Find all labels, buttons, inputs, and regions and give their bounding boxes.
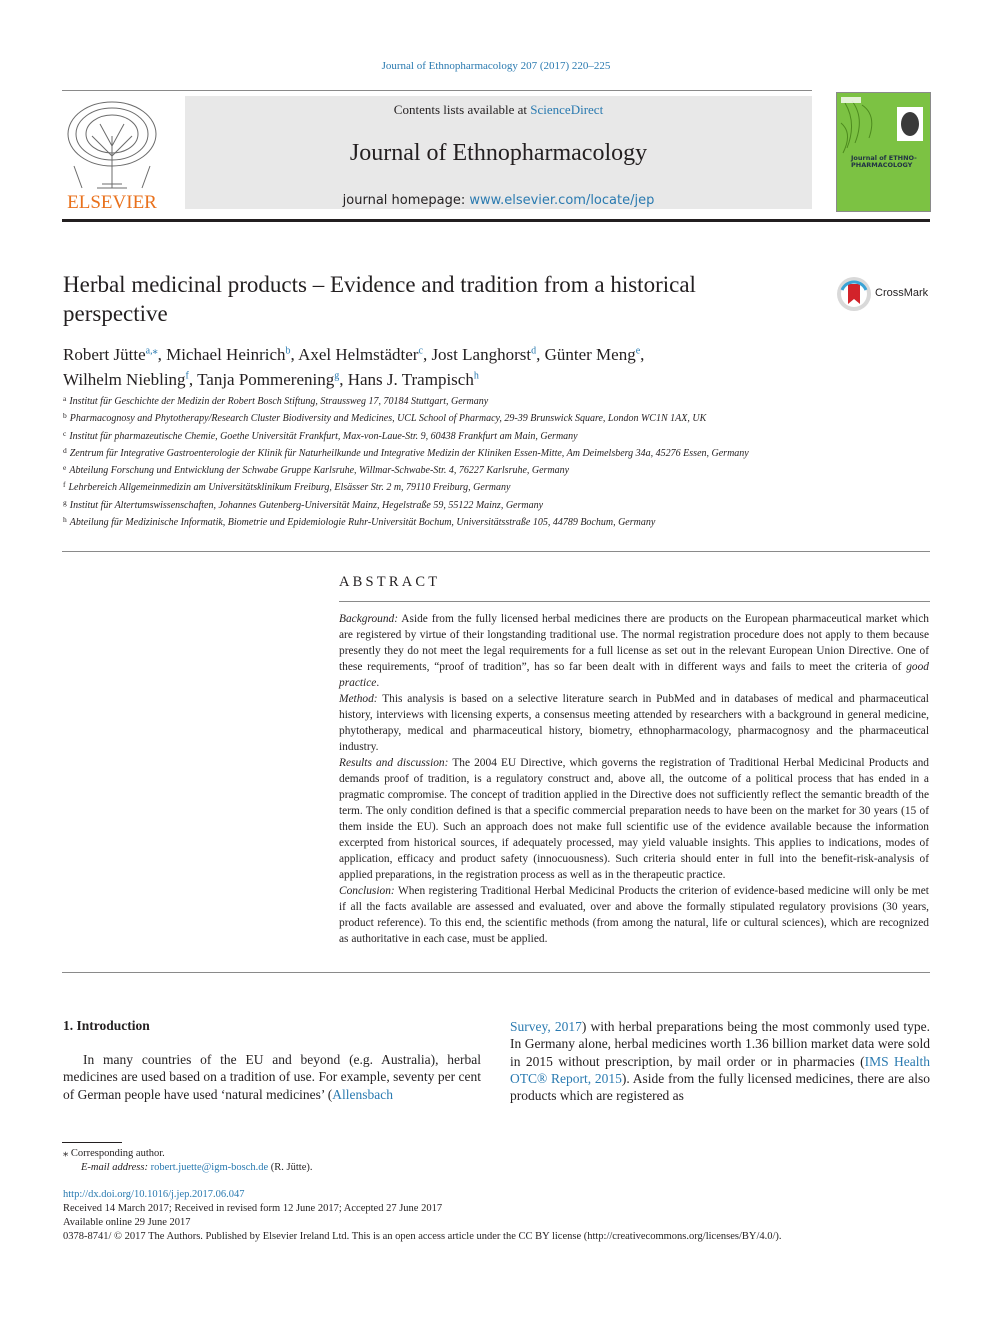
reference-link[interactable]: Allensbach [332, 1086, 393, 1102]
affiliation-item: $^e$ Abteilung Forschung und Entwicklung der Schwabe Gruppe Karlsruhe, Willmar-Schwabe-Str. 4, 76227 Karlsruhe, Germany [63, 463, 570, 477]
intro-column-right: Survey, 2017) with herbal preparations being the most commonly used type. In Germany alone, herbal medicines worth 1.36 billion market data were sold in 2015 without prescription, by mail order or in pharmacies (IMS Health OTC® Report, 2015). Aside from the fully licensed medicines, there are also products which are registered as [510, 1019, 930, 1104]
abstract-method: Method: This analysis is based on a selective literature search in PubMed and in databases of medical and pharmaceutical history, interviews with licensing experts, a consensus meeting attended by researchers with a background in general medicine, phytotherapy, medical and pharmaceutical history, biometry, ethnopharmacology, pharmacognosy and the pharmaceutical industry. [339, 693, 929, 753]
journal-title: Journal of Ethnopharmacology [349, 140, 648, 166]
article-title: Herbal medicinal products – Evidence and tradition from a historical perspective [63, 272, 696, 326]
affiliation-item: $^a$ Institut für Geschichte der Medizin der Robert Bosch Stiftung, Straussweg 17, 70184 Stuttgart, Germany [63, 394, 489, 407]
reference-link[interactable]: IMS Health OTC® Report, 2015 [510, 1053, 930, 1086]
crossmark-label: CrossMark [875, 287, 929, 299]
author-item[interactable]: Axel Helmstädter$^c$, [298, 344, 432, 364]
affiliation-item: $^b$ Pharmacognosy and Phytotherapy/Research Cluster Biodiversity and Medicines, UCL School of Pharmacy, 29-39 Brunswick Square, London WC1N 1AX, UK [63, 411, 707, 425]
author-item[interactable]: Hans J. Trampisch$^h$ [347, 370, 479, 390]
affiliation-item: $^g$ Institut für Altertumswissenschaften, Johannes Gutenberg-Universität Mainz, Hegelstraße 59, 55122 Mainz, Germany [63, 497, 544, 511]
elsevier-logo[interactable] [62, 96, 162, 211]
article-metadata [63, 1188, 943, 1244]
journal-citation: Journal of Ethnopharmacology 207 (2017) 220–225 [381, 60, 611, 72]
abstract-background: Background: Aside from the fully licensed herbal medicines there are products on the European pharmaceutical market which are registered by virtue of their longstanding traditional use. The normal registration procedure does not apply to them because presently they do not meet the legal requirements for a full license as set out in the relevant European Union Directive. One of these requirements, “proof of tradition”, has so far been dealt with in different ways and fails to meet the criteria of good practice. [339, 613, 930, 689]
abstract-body [339, 611, 929, 947]
contents-prefix: Contents lists available at [393, 102, 531, 117]
affiliation-item: $^d$ Zentrum für Integrative Gastroenterologie der Klinik für Naturheilkunde und Integrative Medizin der Kliniken Essen-Mitte, Am Deimelsberg 34a, 45276 Essen, Germany [63, 445, 749, 459]
author-item[interactable]: Jost Langhorst$^d$, [431, 344, 545, 364]
corresponding-author-footnote: ⁎ Corresponding author. E-mail address: robert.juette@igm-bosch.de (R. Jütte). [63, 1148, 313, 1173]
cover-artwork-icon [837, 93, 930, 211]
abstract-conclusion: Conclusion: When registering Traditional Herbal Medicinal Products the criterion of evidence-based medicine will only be met if all the facts available are assessed and evaluated, over and above the formally stipulated regulatory provisions (30 years, product reference). To this end, the scientific methods (from among the natural, life or cultural sciences), which are recognized as authoritative in each case, must be applied. [339, 885, 929, 945]
elsevier-tree-icon [62, 96, 162, 211]
author-item[interactable]: Robert Jütte$^{a,⁎}$, [63, 344, 167, 364]
author-item[interactable]: Günter Meng$^e$, [544, 344, 645, 364]
affiliation-item: $^f$ Lehrbereich Allgemeinmedizin am Universitätsklinikum Freiburg, Elsässer Str. 2 m, 79110 Freiburg, Germany [63, 480, 511, 494]
author-list [63, 340, 823, 391]
available-online: Available online 29 June 2017 [63, 1217, 191, 1228]
footnote-rule [62, 1142, 122, 1143]
crossmark-badge[interactable] [836, 276, 936, 312]
contents-line [185, 102, 812, 118]
masthead [185, 96, 812, 209]
header-rule [62, 90, 812, 91]
author-item[interactable]: Wilhelm Niebling$^f$, [63, 370, 198, 390]
affiliation-item: $^h$ Abteilung für Medizinische Informatik, Biometrie und Epidemiologie Ruhr-Universität Bochum, Universitätsstraße 105, 44789 Bochum, Germany [63, 515, 656, 529]
intro-column-left: In many countries of the EU and beyond (e.g. Australia), herbal medicines are used based on a tradition of use. For example, seventy per cent of German people have used ‘natural medicines’ (Allensbach [63, 1052, 481, 1102]
abstract-results: Results and discussion: The 2004 EU Directive, which governs the registration of Traditional Herbal Medicinal Products and demands proof of tradition, is a regulatory construct and, above all, the outcome of a political process that has ended in a pragmatic compromise. The concept of tradition applied in the Directive does not sufficiently reflect the semantic breadth of the term. The only condition defined is that a specific commercial preparation needs to have been on the market for 30 years (15 of them inside the EU). Such an approach does not make full scientific use of the evidence available because the information excerpted from historical sources, if adequately processed, may yield valuable insights. This applies to indications, modes of application, efficacy and product safety (innocuousness). Such criteria should enter in full into the benefit-risk-analysis of applied preparations, in the registration process as well as in the therapeutic practice. [339, 757, 929, 881]
cover-title: Journal of ETHNO-PHARMACOLOGY [851, 154, 917, 169]
homepage-link[interactable]: www.elsevier.com/locate/jep [469, 193, 655, 208]
affiliation-list [63, 392, 823, 530]
elsevier-wordmark: ELSEVIER [67, 192, 157, 211]
abstract-heading: ABSTRACT [339, 574, 441, 590]
reference-link[interactable]: Survey, 2017 [510, 1019, 582, 1034]
abstract-top-rule [339, 601, 930, 602]
crossmark-icon [836, 276, 872, 312]
doi-link[interactable]: http://dx.doi.org/10.1016/j.jep.2017.06.047 [63, 1189, 245, 1200]
homepage-line [185, 193, 812, 208]
section-rule [62, 551, 930, 552]
footnote-marker: ⁎ [63, 1148, 69, 1159]
email-link[interactable]: robert.juette@igm-bosch.de [150, 1162, 269, 1173]
author-item[interactable]: Michael Heinrich$^b$, [166, 344, 299, 364]
section-heading-introduction: 1. Introduction [63, 1018, 150, 1033]
journal-cover[interactable] [836, 92, 931, 212]
homepage-prefix: journal homepage: [342, 193, 470, 208]
sciencedirect-link[interactable]: ScienceDirect [530, 102, 604, 117]
author-item[interactable]: Tanja Pommerening$^g$, [197, 370, 348, 390]
license-statement: 0378-8741/ © 2017 The Authors. Published by Elsevier Ireland Ltd. This is an open access article under the CC BY license (http://creativecommons.org/licenses/BY/4.0/). [63, 1231, 782, 1242]
affiliation-item: $^c$ Institut für pharmazeutische Chemie, Goethe Universität Frankfurt, Max-von-Laue-Str. 9, 60438 Frankfurt am Main, Germany [63, 428, 578, 442]
abstract-bottom-rule [62, 972, 930, 973]
header-thick-rule [62, 219, 930, 222]
received-dates: Received 14 March 2017; Received in revised form 12 June 2017; Accepted 27 June 2017 [63, 1203, 443, 1214]
